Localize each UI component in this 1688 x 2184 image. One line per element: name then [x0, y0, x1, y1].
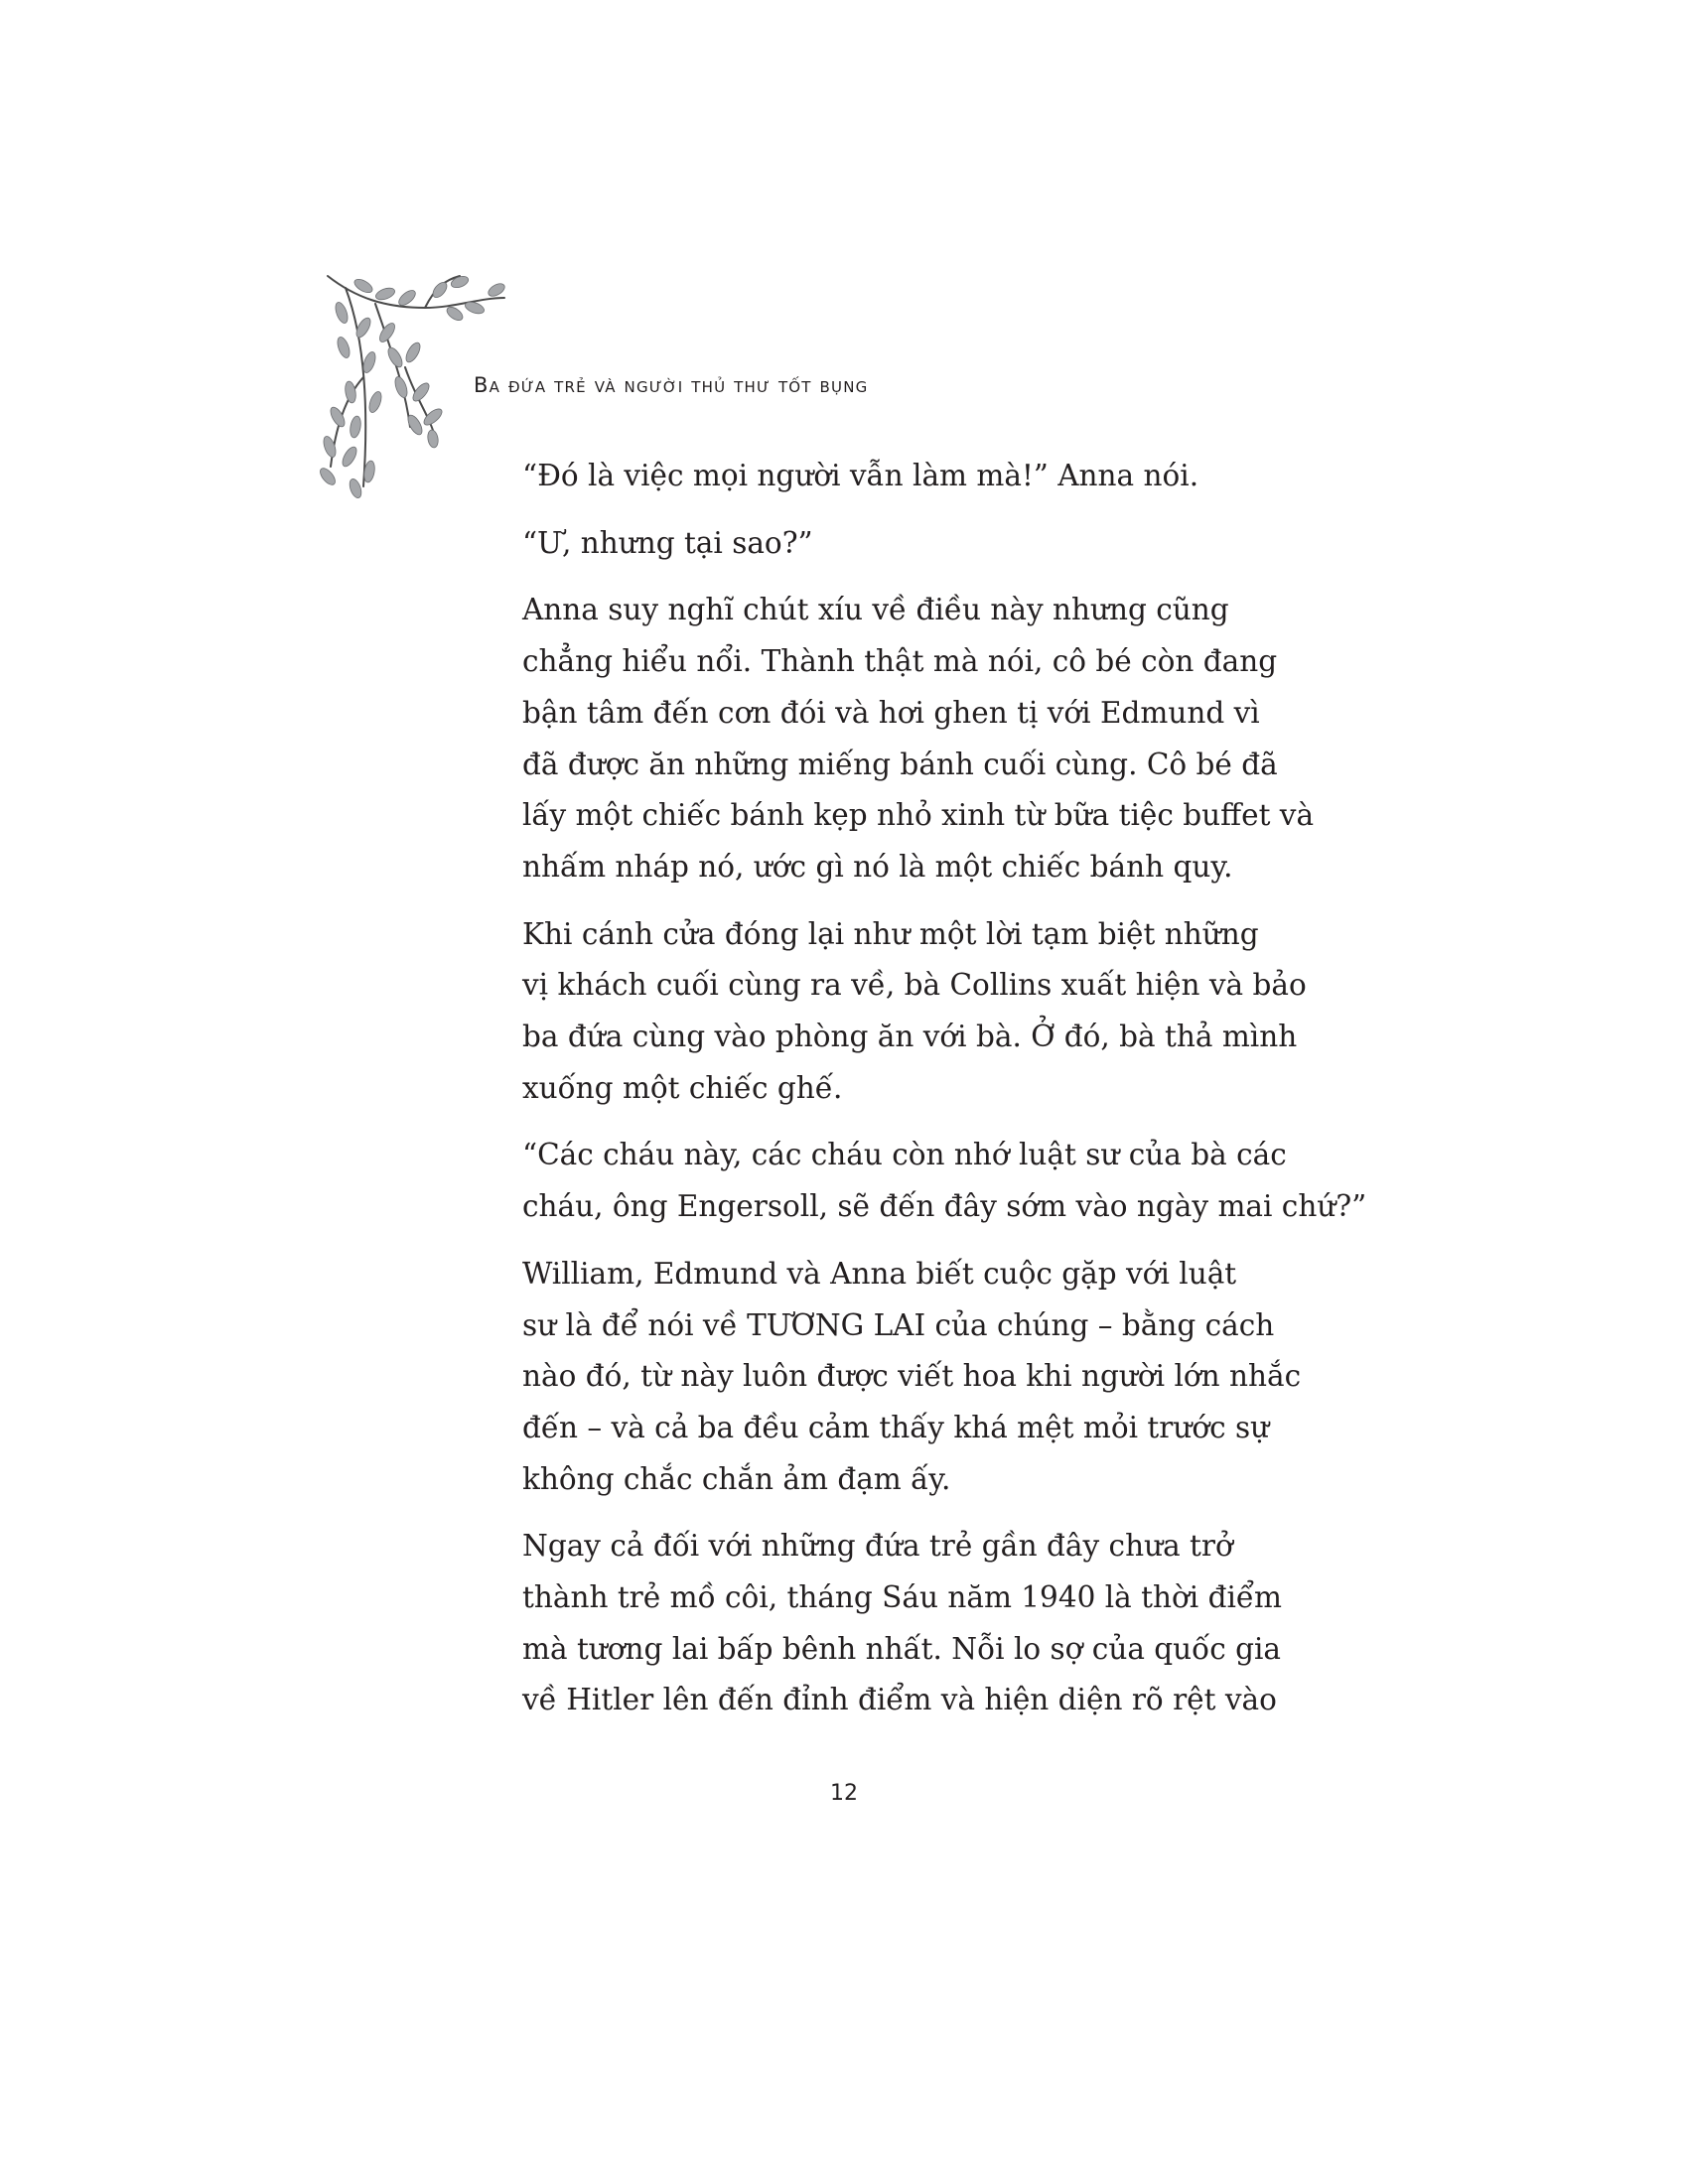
text-line: cháu, ông Engersoll, sẽ đến đây sớm vào ngày mai chứ?” — [522, 1189, 1367, 1224]
text-line: không chắc chắn ảm đạm ấy. — [522, 1461, 951, 1496]
page-number: 12 — [830, 1781, 858, 1806]
text-line: đến – và cả ba đều cảm thấy khá mệt mỏi trước sự — [522, 1410, 1270, 1444]
text-line: Khi cánh cửa đóng lại như một lời tạm biệt những — [522, 916, 1259, 951]
body-text — [522, 451, 1367, 1742]
paragraph — [522, 1249, 1302, 1506]
paragraph — [522, 1130, 1367, 1232]
text-line: ba đứa cùng vào phòng ăn với bà. Ở đó, bà thả mình — [522, 1020, 1298, 1054]
text-line: nhấm nháp nó, ước gì nó là một chiếc bánh quy. — [522, 849, 1233, 884]
paragraph — [522, 585, 1315, 892]
paragraph — [522, 518, 1189, 570]
text-line: vị khách cuối cùng ra về, bà Collins xuất hiện và bảo — [522, 968, 1307, 1003]
text-line: bận tâm đến cơn đói và hơi ghen tị với Edmund vì — [522, 695, 1260, 730]
text-line: William, Edmund và Anna biết cuộc gặp với luật — [522, 1256, 1237, 1291]
text-line: chẳng hiểu nổi. Thành thật mà nói, cô bé còn đang — [522, 644, 1278, 679]
text-line: “Các cháu này, các cháu còn nhớ luật sư của bà các — [522, 1138, 1287, 1172]
running-title: Ba đứa trẻ và người thủ thư tốt bụng — [474, 373, 869, 397]
text-line: thành trẻ mồ côi, tháng Sáu năm 1940 là thời điểm — [522, 1580, 1283, 1615]
text-line: xuống một chiếc ghế. — [522, 1070, 843, 1105]
text-line: mà tương lai bấp bênh nhất. Nỗi lo sợ của quốc gia — [522, 1631, 1282, 1666]
paragraph — [522, 909, 1307, 1115]
text-line: sư là để nói về TƯƠNG LAI của chúng – bằng cách — [522, 1307, 1275, 1342]
text-line: về Hitler lên đến đỉnh điểm và hiện diện rõ rệt vào — [522, 1683, 1277, 1717]
text-line: Ngay cả đối với những đứa trẻ gần đây chưa trở — [522, 1529, 1233, 1564]
text-line: “Ư, nhưng tại sao?” — [522, 525, 813, 560]
text-line: đã được ăn những miếng bánh cuối cùng. Cô bé đã — [522, 747, 1278, 781]
paragraph — [522, 1521, 1283, 1726]
paragraph — [522, 451, 1199, 502]
text-line: Anna suy nghĩ chút xíu về điều này nhưng cũng — [522, 593, 1229, 627]
text-line: lấy một chiếc bánh kẹp nhỏ xinh từ bữa tiệc buffet và — [522, 798, 1315, 833]
text-line: nào đó, từ này luôn được viết hoa khi người lớn nhắc — [522, 1359, 1302, 1394]
text-line: “Đó là việc mọi người vẫn làm mà!” Anna nói. — [522, 459, 1199, 492]
